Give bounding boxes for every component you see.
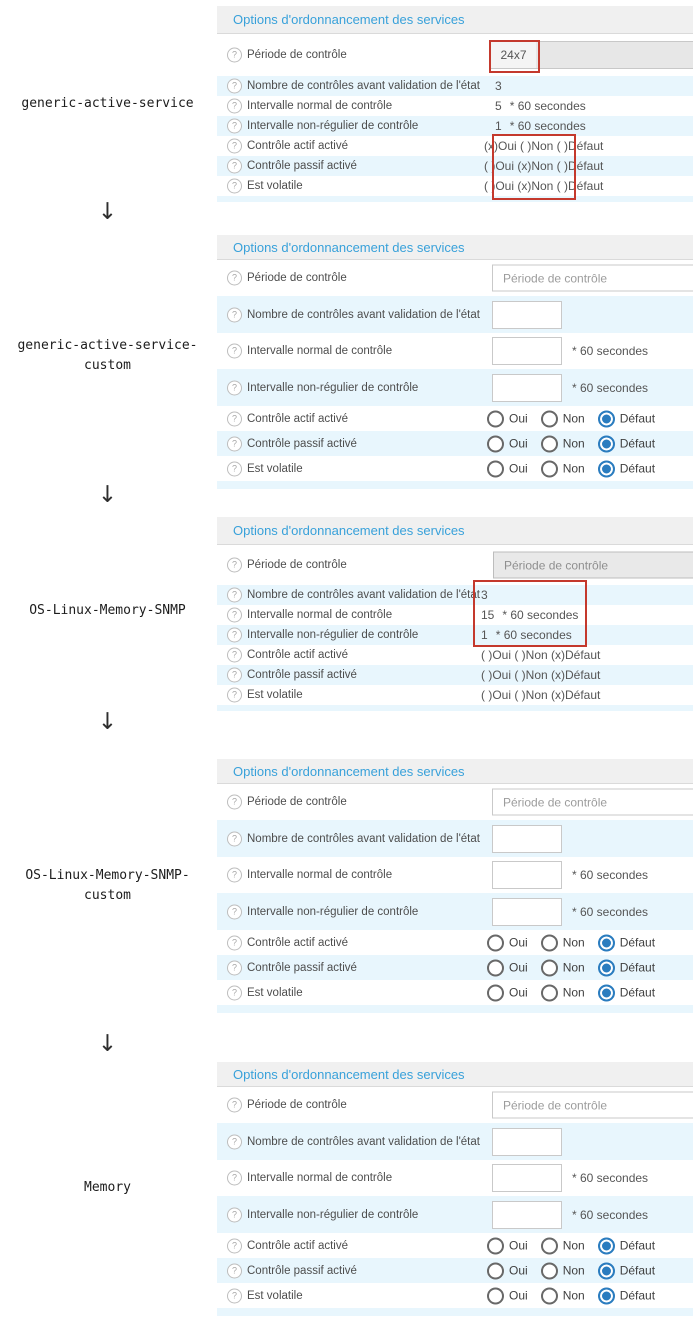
field-label: Nombre de contrôles avant validation de l'état xyxy=(247,589,480,601)
radio-option-non[interactable]: Non xyxy=(541,410,585,427)
radio-option-defaut-selected[interactable]: Défaut xyxy=(598,460,655,477)
radio-option-non[interactable]: Non xyxy=(541,934,585,951)
radio-icon xyxy=(541,1237,558,1254)
section-title: Options d'ordonnancement des services xyxy=(233,1066,465,1082)
help-icon: ? xyxy=(227,985,242,1000)
row-is-volatile xyxy=(217,456,693,481)
row-retry-check-interval xyxy=(217,116,693,136)
panel-os-linux-memory-snmp-custom xyxy=(217,759,693,1013)
radio-text-value: ( )Oui ( )Non (x)Défaut xyxy=(481,668,601,682)
help-icon: ? xyxy=(227,1134,242,1149)
unit-label: * 60 secondes xyxy=(572,380,649,395)
panel-memory xyxy=(217,1062,693,1316)
unit-label: * 60 secondes xyxy=(502,608,579,622)
radio-option-non[interactable]: Non xyxy=(541,1237,585,1254)
help-icon: ? xyxy=(227,436,242,451)
field-label: Intervalle normal de contrôle xyxy=(247,869,393,881)
unit-label: * 60 secondes xyxy=(572,868,649,882)
help-icon: ? xyxy=(227,1171,242,1186)
help-icon: ? xyxy=(227,1263,242,1278)
radio-option-oui[interactable]: Oui xyxy=(487,959,528,976)
row-check-period xyxy=(217,1087,693,1123)
template-label-memory: Memory xyxy=(84,1180,131,1195)
field-label: Nombre de contrôles avant validation de l'état xyxy=(247,1135,480,1148)
row-is-volatile xyxy=(217,685,693,705)
radio-selected-icon xyxy=(598,410,615,427)
field-label: Est volatile xyxy=(247,986,303,999)
row-max-check-attempts xyxy=(217,1123,693,1160)
radio-option-non[interactable]: Non xyxy=(541,1287,585,1304)
section-header xyxy=(217,517,693,545)
max-check-attempts-input[interactable] xyxy=(492,825,562,853)
help-icon: ? xyxy=(227,307,242,322)
help-icon: ? xyxy=(227,868,242,883)
help-icon: ? xyxy=(227,904,242,919)
radio-option-oui[interactable]: Oui xyxy=(487,934,528,951)
radio-option-defaut-selected[interactable]: Défaut xyxy=(598,435,655,452)
radio-icon xyxy=(487,435,504,452)
field-label: Est volatile xyxy=(247,462,303,475)
radio-option-defaut-selected[interactable]: Défaut xyxy=(598,934,655,951)
radio-option-defaut-selected[interactable]: Défaut xyxy=(598,1287,655,1304)
field-label: Nombre de contrôles avant validation de l'état xyxy=(247,308,480,321)
retry-check-interval-input[interactable] xyxy=(492,374,562,402)
radio-icon xyxy=(541,410,558,427)
radio-icon xyxy=(487,1237,504,1254)
radio-text-value: (x)Oui ( )Non ( )Défaut xyxy=(484,139,604,153)
check-period-input-disabled xyxy=(493,552,693,579)
flow-arrow-down-icon: ↓ xyxy=(97,199,118,225)
field-label: Intervalle non-régulier de contrôle xyxy=(247,381,419,394)
unit-label: * 60 secondes xyxy=(572,344,649,358)
radio-option-non[interactable]: Non xyxy=(541,959,585,976)
value-text: 1 xyxy=(481,628,488,642)
help-icon: ? xyxy=(227,271,242,286)
panel-footer-strip xyxy=(217,481,693,489)
field-label: Période de contrôle xyxy=(247,559,347,571)
radio-group-is-volatile xyxy=(487,460,655,477)
row-max-check-attempts xyxy=(217,820,693,857)
radio-icon xyxy=(487,460,504,477)
radio-selected-icon xyxy=(598,934,615,951)
template-label-os-linux-memory-snmp: OS-Linux-Memory-SNMP xyxy=(29,603,186,618)
unit-label: * 60 secondes xyxy=(509,119,586,133)
field-label: Intervalle non-régulier de contrôle xyxy=(247,120,419,132)
check-period-input[interactable] xyxy=(492,789,693,816)
value-text: 3 xyxy=(495,79,502,93)
radio-option-non[interactable]: Non xyxy=(541,1262,585,1279)
value-text: 5 xyxy=(495,99,502,113)
field-label: Intervalle normal de contrôle xyxy=(247,100,393,112)
panel-footer-strip xyxy=(217,196,693,202)
panel-footer-strip xyxy=(217,1005,693,1013)
radio-text-value: ( )Oui ( )Non (x)Défaut xyxy=(481,688,601,702)
field-label: Contrôle actif activé xyxy=(247,649,348,661)
section-header xyxy=(217,1062,693,1087)
radio-icon xyxy=(541,934,558,951)
help-icon: ? xyxy=(227,1288,242,1303)
row-check-period xyxy=(217,34,693,76)
field-label: Période de contrôle xyxy=(247,796,347,808)
help-icon: ? xyxy=(227,48,242,63)
row-normal-check-interval xyxy=(217,605,693,625)
radio-option-oui[interactable]: Oui xyxy=(487,1262,528,1279)
row-normal-check-interval xyxy=(217,96,693,116)
help-icon: ? xyxy=(227,411,242,426)
radio-icon xyxy=(541,460,558,477)
section-title: Options d'ordonnancement des services xyxy=(233,523,465,538)
help-icon: ? xyxy=(227,588,242,603)
flow-arrow-down-icon: ↓ xyxy=(97,1031,118,1057)
help-icon: ? xyxy=(227,79,242,94)
unit-label: * 60 secondes xyxy=(572,1207,649,1222)
radio-text-value: ( )Oui (x)Non ( )Défaut xyxy=(484,159,604,173)
help-icon: ? xyxy=(227,960,242,975)
value-text: 1 xyxy=(495,119,502,133)
radio-text-value: ( )Oui (x)Non ( )Défaut xyxy=(484,179,604,193)
row-check-period xyxy=(217,545,693,585)
template-label-generic-active-service: generic-active-service xyxy=(21,96,194,111)
radio-text-value: ( )Oui ( )Non (x)Défaut xyxy=(481,648,601,662)
normal-check-interval-input[interactable] xyxy=(492,337,562,365)
max-check-attempts-input[interactable] xyxy=(492,1128,562,1156)
field-label: Période de contrôle xyxy=(247,272,347,284)
field-label: Contrôle passif activé xyxy=(247,1264,357,1277)
flow-arrow-down-icon: ↓ xyxy=(97,482,118,508)
row-active-checks xyxy=(217,930,693,955)
radio-icon xyxy=(541,1287,558,1304)
field-label: Intervalle non-régulier de contrôle xyxy=(247,1208,419,1221)
radio-option-non[interactable]: Non xyxy=(541,435,585,452)
unit-label: * 60 secondes xyxy=(495,628,572,642)
help-icon: ? xyxy=(227,461,242,476)
row-is-volatile xyxy=(217,1283,693,1308)
retry-check-interval-input[interactable] xyxy=(492,1201,562,1229)
field-label: Contrôle passif activé xyxy=(247,160,357,172)
help-icon: ? xyxy=(227,1098,242,1113)
field-label: Nombre de contrôles avant validation de l'état xyxy=(247,832,480,845)
selected-period-chip: 24x7 xyxy=(491,42,536,68)
panel-footer-strip xyxy=(217,705,693,711)
help-icon: ? xyxy=(227,688,242,703)
panel-footer-strip xyxy=(217,1308,693,1316)
field-label: Est volatile xyxy=(247,689,303,701)
radio-option-oui[interactable]: Oui xyxy=(487,460,528,477)
help-icon: ? xyxy=(227,159,242,174)
row-active-checks xyxy=(217,136,693,156)
radio-option-oui[interactable]: Oui xyxy=(487,435,528,452)
row-max-check-attempts xyxy=(217,585,693,605)
section-title: Options d'ordonnancement des services xyxy=(233,763,465,779)
field-label: Contrôle actif activé xyxy=(247,1239,348,1252)
row-is-volatile xyxy=(217,176,693,196)
row-passive-checks xyxy=(217,1258,693,1283)
field-label: Contrôle actif activé xyxy=(247,412,348,425)
radio-option-non[interactable]: Non xyxy=(541,460,585,477)
field-label: Période de contrôle xyxy=(247,1099,347,1111)
row-max-check-attempts xyxy=(217,76,693,96)
row-passive-checks xyxy=(217,156,693,176)
radio-selected-icon xyxy=(598,1287,615,1304)
check-period-select-readonly xyxy=(490,41,693,69)
radio-icon xyxy=(487,1287,504,1304)
help-icon: ? xyxy=(227,628,242,643)
radio-selected-icon xyxy=(598,959,615,976)
template-label-generic-active-service-custom: generic-active-service- custom xyxy=(17,338,198,373)
row-retry-check-interval xyxy=(217,369,693,406)
help-icon: ? xyxy=(227,558,242,573)
field-label: Intervalle non-régulier de contrôle xyxy=(247,905,419,918)
radio-group-active-checks xyxy=(487,410,655,427)
radio-option-oui[interactable]: Oui xyxy=(487,410,528,427)
help-icon: ? xyxy=(227,119,242,134)
radio-icon xyxy=(487,1262,504,1279)
flow-arrow-down-icon: ↓ xyxy=(97,709,118,735)
field-label: Contrôle passif activé xyxy=(247,437,357,450)
radio-icon xyxy=(487,934,504,951)
field-label: Intervalle non-régulier de contrôle xyxy=(247,629,419,641)
help-icon: ? xyxy=(227,608,242,623)
row-retry-check-interval xyxy=(217,893,693,930)
field-label: Nombre de contrôles avant validation de l'état xyxy=(247,80,480,92)
radio-icon xyxy=(487,984,504,1001)
help-icon: ? xyxy=(227,831,242,846)
radio-group-active-checks xyxy=(487,934,655,951)
radio-group-is-volatile xyxy=(487,984,655,1001)
radio-option-oui[interactable]: Oui xyxy=(487,984,528,1001)
radio-group-active-checks xyxy=(487,1237,655,1254)
check-period-input[interactable] xyxy=(492,265,693,292)
retry-check-interval-input[interactable] xyxy=(492,898,562,926)
help-icon: ? xyxy=(227,99,242,114)
row-normal-check-interval xyxy=(217,333,693,369)
radio-group-is-volatile xyxy=(487,1287,655,1304)
panel-generic-active-service xyxy=(217,6,693,202)
help-icon: ? xyxy=(227,1207,242,1222)
section-header xyxy=(217,6,693,34)
row-check-period xyxy=(217,260,693,296)
value-text: 15 xyxy=(481,608,495,622)
section-header xyxy=(217,235,693,260)
help-icon: ? xyxy=(227,935,242,950)
radio-option-oui[interactable]: Oui xyxy=(487,1237,528,1254)
row-passive-checks xyxy=(217,431,693,456)
section-title: Options d'ordonnancement des services xyxy=(233,12,465,27)
radio-option-oui[interactable]: Oui xyxy=(487,1287,528,1304)
row-active-checks xyxy=(217,406,693,431)
radio-group-passive-checks xyxy=(487,959,655,976)
row-active-checks xyxy=(217,645,693,665)
radio-selected-icon xyxy=(598,435,615,452)
radio-selected-icon xyxy=(598,984,615,1001)
row-retry-check-interval xyxy=(217,625,693,645)
row-normal-check-interval xyxy=(217,1160,693,1196)
row-passive-checks xyxy=(217,955,693,980)
help-icon: ? xyxy=(227,1238,242,1253)
help-icon: ? xyxy=(227,344,242,359)
radio-selected-icon xyxy=(598,1237,615,1254)
radio-selected-icon xyxy=(598,460,615,477)
panel-generic-active-service-custom xyxy=(217,235,693,489)
radio-option-defaut-selected[interactable]: Défaut xyxy=(598,959,655,976)
field-label: Contrôle passif activé xyxy=(247,669,357,681)
radio-icon xyxy=(487,959,504,976)
field-label: Intervalle normal de contrôle xyxy=(247,1172,393,1184)
field-label: Intervalle normal de contrôle xyxy=(247,609,393,621)
normal-check-interval-input[interactable] xyxy=(492,1164,562,1192)
row-is-volatile xyxy=(217,980,693,1005)
unit-label: * 60 secondes xyxy=(509,99,586,113)
radio-selected-icon xyxy=(598,1262,615,1279)
radio-option-non[interactable]: Non xyxy=(541,984,585,1001)
row-passive-checks xyxy=(217,665,693,685)
radio-icon xyxy=(541,959,558,976)
row-max-check-attempts xyxy=(217,296,693,333)
field-label: Période de contrôle xyxy=(247,49,347,61)
value-text: 3 xyxy=(481,588,488,602)
radio-option-defaut-selected[interactable]: Défaut xyxy=(598,1262,655,1279)
row-active-checks xyxy=(217,1233,693,1258)
field-label: Intervalle normal de contrôle xyxy=(247,345,393,357)
row-retry-check-interval xyxy=(217,1196,693,1233)
section-title: Options d'ordonnancement des services xyxy=(233,239,465,255)
help-icon: ? xyxy=(227,139,242,154)
help-icon: ? xyxy=(227,648,242,663)
radio-option-defaut-selected[interactable]: Défaut xyxy=(598,984,655,1001)
radio-icon xyxy=(541,1262,558,1279)
check-period-input[interactable] xyxy=(492,1092,693,1119)
radio-icon xyxy=(541,984,558,1001)
unit-label: * 60 secondes xyxy=(572,1171,649,1185)
max-check-attempts-input[interactable] xyxy=(492,301,562,329)
radio-option-defaut-selected[interactable]: Défaut xyxy=(598,410,655,427)
normal-check-interval-input[interactable] xyxy=(492,861,562,889)
help-icon: ? xyxy=(227,668,242,683)
row-normal-check-interval xyxy=(217,857,693,893)
row-check-period xyxy=(217,784,693,820)
field-label: Est volatile xyxy=(247,180,303,192)
field-label: Est volatile xyxy=(247,1289,303,1302)
radio-group-passive-checks xyxy=(487,1262,655,1279)
field-label: Contrôle actif activé xyxy=(247,140,348,152)
field-label: Contrôle actif activé xyxy=(247,936,348,949)
radio-option-defaut-selected[interactable]: Défaut xyxy=(598,1237,655,1254)
radio-icon xyxy=(487,410,504,427)
unit-label: * 60 secondes xyxy=(572,904,649,919)
help-icon: ? xyxy=(227,380,242,395)
help-icon: ? xyxy=(227,179,242,194)
radio-icon xyxy=(541,435,558,452)
help-icon: ? xyxy=(227,795,242,810)
field-label: Contrôle passif activé xyxy=(247,961,357,974)
template-label-os-linux-memory-snmp-custom: OS-Linux-Memory-SNMP- custom xyxy=(25,868,190,903)
panel-os-linux-memory-snmp xyxy=(217,517,693,711)
radio-group-passive-checks xyxy=(487,435,655,452)
section-header xyxy=(217,759,693,784)
